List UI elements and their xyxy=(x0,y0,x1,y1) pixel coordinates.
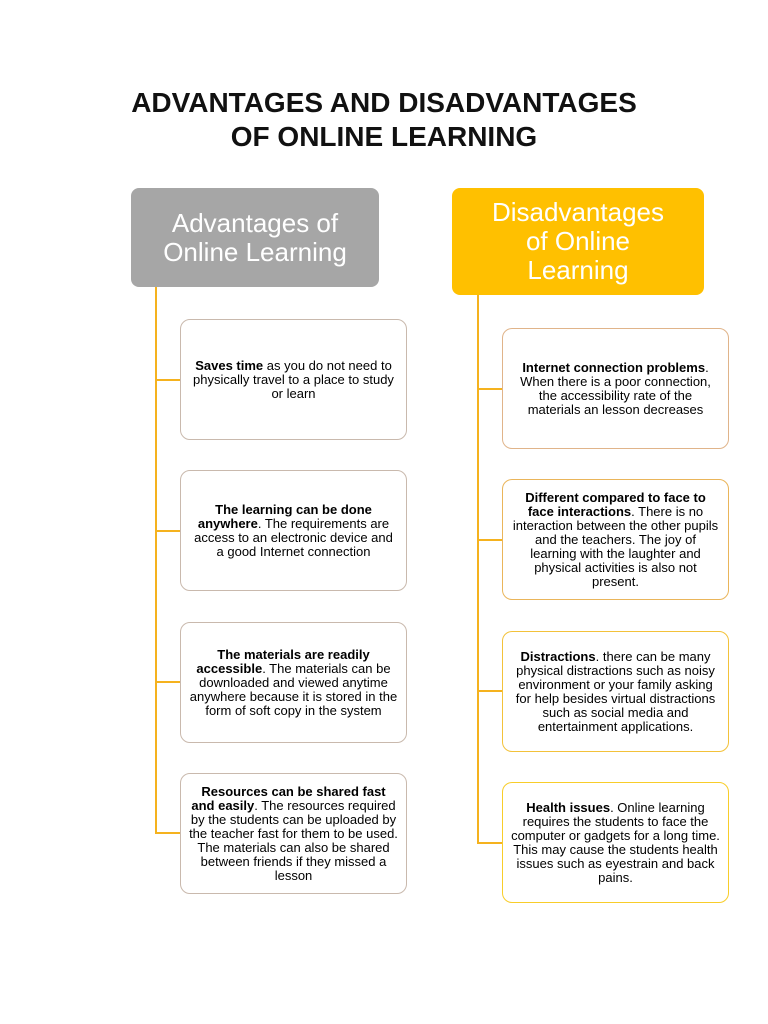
title-line-2: OF ONLINE LEARNING xyxy=(230,121,538,152)
advantages-branch-1 xyxy=(155,379,181,381)
disadvantage-box-1 xyxy=(502,328,729,449)
disadvantage-2-bold: Different compared to face to face interactions xyxy=(525,489,706,519)
disadvantage-1-bold: Internet connection problems xyxy=(522,359,706,375)
disadvantage-2-text: . There is no interaction between the other pupils and the teachers. The joy of learning with the laughter and physical activities is also not present. xyxy=(512,503,719,589)
disadvantage-3-bold: Distractions xyxy=(520,648,596,664)
disadvantage-3-text: . there can be many physical distractions such as noisy environment or your family asking for help besides virtual distractions such as social media and entertainment applications. xyxy=(515,648,716,734)
disadvantages-branch-2 xyxy=(477,539,503,541)
disadvantages-header-line-1: Disadvantages xyxy=(492,197,664,227)
disadvantages-branch-4 xyxy=(477,842,503,844)
title-line-1: ADVANTAGES AND DISADVANTAGES xyxy=(131,87,637,118)
advantage-2-text: . The requirements are access to an electronic device and a good Internet connection xyxy=(194,515,393,559)
advantages-header xyxy=(131,188,379,287)
advantage-box-4 xyxy=(180,773,407,894)
disadvantage-box-3 xyxy=(502,631,729,752)
disadvantage-box-4 xyxy=(502,782,729,903)
advantage-box-2 xyxy=(180,470,407,591)
advantage-3-bold: The materials are readily accessible xyxy=(196,646,370,676)
advantage-box-1 xyxy=(180,319,407,440)
advantage-4-bold: Resources can be shared fast and easily xyxy=(191,783,386,813)
disadvantages-branch-3 xyxy=(477,690,503,692)
disadvantages-header xyxy=(452,188,704,295)
disadvantages-branch-1 xyxy=(477,388,503,390)
advantages-branch-3 xyxy=(155,681,181,683)
disadvantages-trunk-line xyxy=(477,295,479,844)
disadvantage-4-bold: Health issues xyxy=(526,799,611,815)
advantages-trunk-line xyxy=(155,287,157,834)
advantage-1-bold: Saves time xyxy=(195,357,264,373)
advantage-box-3 xyxy=(180,622,407,743)
advantages-branch-2 xyxy=(155,530,181,532)
advantages-header-line-2: Online Learning xyxy=(163,236,347,267)
disadvantages-header-line-2: of Online xyxy=(525,226,631,256)
advantages-header-line-1: Advantages of xyxy=(171,207,339,238)
page-title xyxy=(0,86,768,154)
advantage-2-bold: The learning can be done anywhere xyxy=(197,501,372,531)
advantages-branch-4 xyxy=(155,832,181,834)
advantage-3-text: . The materials can be downloaded and viewed anytime anywhere because it is stored in the form of soft copy in the system xyxy=(189,660,398,718)
disadvantages-header-line-3: Learning xyxy=(527,255,629,285)
disadvantage-box-2 xyxy=(502,479,729,600)
disadvantage-4-text: . Online learning requires the students to face the computer or gadgets for a long time. This may cause the students health issues such as eyestrain and back pains. xyxy=(511,799,720,885)
advantage-1-text: as you do not need to physically travel to a place to study or learn xyxy=(193,357,394,401)
disadvantage-1-text: . When there is a poor connection, the accessibility rate of the materials an lesson decreases xyxy=(520,359,711,417)
advantage-4-text: . The resources required by the students can be uploaded by the teacher fast for them to be used. The materials can also be shared between friends if they missed a lesson xyxy=(189,797,398,883)
